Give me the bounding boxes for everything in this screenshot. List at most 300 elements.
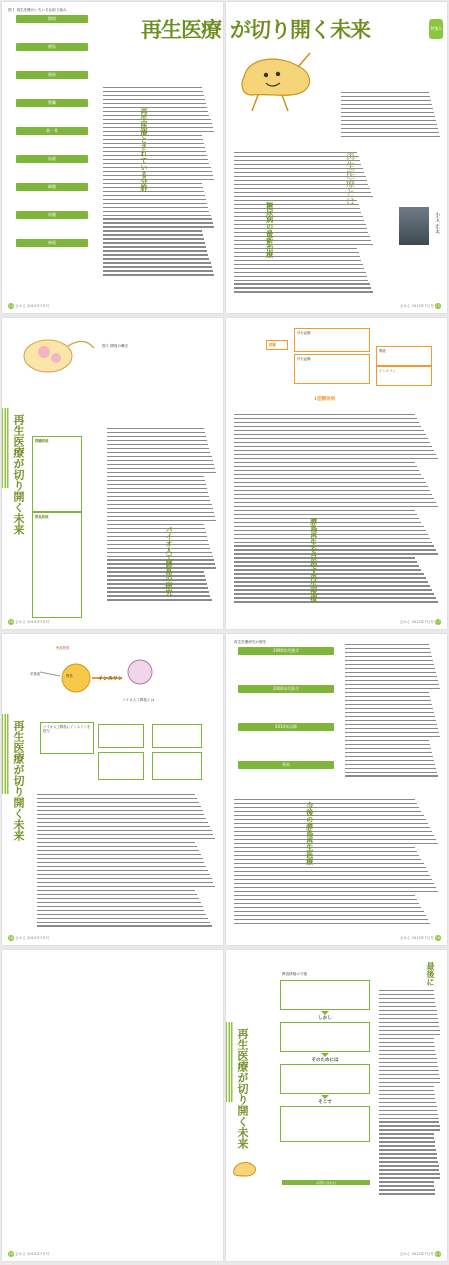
transplant-box-a: 膵臓移植 [32,436,82,512]
text-line [341,136,440,137]
text-line [234,434,426,435]
text-line [103,226,214,227]
transplant-box-b: 膵島移植 [32,512,82,618]
text-line [379,1102,436,1103]
text-line [107,464,214,465]
text-line [234,871,428,872]
text-line [234,482,426,483]
text-line [234,851,417,852]
text-line [37,882,213,883]
text-line [103,127,213,128]
category-label: 角膜 [16,211,88,219]
text-line [103,203,207,204]
text-line [103,191,204,192]
text-line [103,183,202,184]
flow-title: 膵島移植の今後 [282,972,308,976]
text-line [379,1026,439,1027]
magazine-page-6 [226,634,447,945]
flow-box [280,1022,370,1052]
pancreas-mascot-icon [238,47,318,117]
text-line [341,96,430,97]
text-line [345,716,435,717]
text-line [103,99,205,100]
text-line [234,526,424,527]
text-line [379,1094,435,1095]
text-line [234,557,415,558]
text-line [103,246,206,247]
timeline-title: 再生医療研究の歴史 [234,640,267,644]
text-line [103,234,203,235]
text-line [234,831,432,832]
author-photo [399,207,429,245]
page-title-part-a: 再生医療 [141,17,221,42]
text-line [103,230,202,231]
text-line [234,200,357,201]
text-line [103,258,209,259]
text-line [234,248,357,249]
text-line [234,855,419,856]
category-label: 膵島 [16,43,88,51]
text-line [234,466,417,467]
text-line [103,131,214,132]
text-line [379,1090,434,1091]
text-line [379,1022,439,1023]
text-line [345,772,437,773]
text-line [234,601,438,602]
body-text [37,794,217,927]
text-line [107,444,208,445]
text-line [234,168,363,169]
text-line [234,188,370,189]
category-label: 血液 [16,155,88,163]
text-line [234,879,432,880]
flow-box [280,1106,370,1142]
text-line [107,432,205,433]
text-line [103,179,214,180]
text-line [107,512,214,513]
flow-step-label: そこで [318,1099,332,1105]
text-line [107,508,213,509]
text-line [234,597,436,598]
text-line [234,891,438,892]
text-line [345,720,436,721]
text-line [234,538,430,539]
text-line [234,283,370,284]
text-line [234,224,366,225]
text-line [234,581,428,582]
text-line [234,542,432,543]
text-line [234,232,368,233]
text-line [234,589,432,590]
text-line [234,799,415,800]
text-line [103,139,203,140]
text-line [379,1121,439,1122]
text-line [234,418,417,419]
page-number: 21 [435,1252,441,1256]
text-line [107,472,216,473]
text-line [234,823,428,824]
text-line [379,1110,437,1111]
page-number: 14 [8,304,14,308]
diagram-caption: 1型糖尿病 [314,397,336,402]
section-heading: 最後に [426,962,436,986]
text-line [37,902,201,903]
text-line [103,143,204,144]
text-line [103,159,208,160]
text-line [234,923,430,924]
figure-caption: バイオ人工膵島とは [122,698,155,702]
text-line [379,1173,440,1174]
page-number: 15 [435,304,441,308]
page-footer: さかえ 2015年7月号 17 [399,620,441,624]
text-line [345,708,433,709]
text-line [37,890,195,891]
text-line [103,103,206,104]
text-line [345,736,440,737]
text-line [234,553,438,554]
text-line [379,1054,436,1055]
text-line [234,184,368,185]
arrow-icon [321,1011,329,1015]
magazine-page-3 [2,318,223,629]
text-line [107,552,212,553]
page-footer: 16 さかえ 2015年7月号 [8,620,50,624]
text-line [37,794,195,795]
text-line [345,648,430,649]
text-line [234,811,421,812]
section-heading: 膵島再生を目指す再生医療 [309,518,319,602]
text-line [345,728,438,729]
flow-step-label: そのためには [311,1057,339,1063]
text-line [103,111,208,112]
text-line [379,1078,440,1079]
text-line [234,228,367,229]
body-text [234,152,374,293]
text-line [103,238,204,239]
text-line [37,870,208,871]
category-label: 脂肪 [16,71,88,79]
text-line [37,810,203,811]
section-heading: バイオ人工膵島の研究 [165,526,174,596]
diagram-box-insulin: インスリン [376,366,432,386]
text-line [341,120,436,121]
flow-box [280,1064,370,1094]
text-line [37,858,203,859]
arrow-icon [321,1053,329,1057]
text-line [234,164,361,165]
text-line [37,850,199,851]
text-line [234,498,434,499]
flow-box [280,980,370,1010]
text-line [107,436,206,437]
text-line [379,1129,440,1130]
page-number: 17 [435,620,441,624]
text-line [345,668,435,669]
text-line [379,1002,435,1003]
page-footer: さかえ 2015年7月号 21 [399,1252,441,1256]
text-line [37,842,195,843]
text-line [234,442,430,443]
text-line [234,502,436,503]
text-line [234,240,371,241]
diagram-center-box: 膵臓 [266,340,288,350]
text-line [379,1153,437,1154]
text-line [379,1014,437,1015]
text-line [379,1149,436,1150]
decor-stripes [2,714,10,794]
text-line [234,236,370,237]
text-line [234,827,430,828]
text-line [234,867,426,868]
text-line [234,807,419,808]
figure-caption: 図２ 膵島の働き [102,344,129,348]
text-line [103,199,206,200]
body-text [234,799,440,924]
text-line [107,520,216,521]
text-line [234,819,426,820]
text-line [379,1058,437,1059]
text-line [234,252,359,253]
text-line [379,1098,435,1099]
text-line [234,561,417,562]
text-line [234,192,371,193]
text-line [103,123,212,124]
text-line [234,486,428,487]
text-line [379,990,434,991]
text-line [37,838,215,839]
text-line [103,218,212,219]
text-line [234,180,367,181]
flow-box [152,752,202,780]
text-line [234,887,436,888]
text-line [345,704,432,705]
text-line [234,545,434,546]
feature-badge: 特集1 [429,19,443,39]
text-line [379,1086,434,1087]
text-line [234,152,357,153]
text-line [379,1050,435,1051]
text-line [107,480,205,481]
text-line [379,1118,439,1119]
text-line [107,556,213,557]
text-line [107,468,215,469]
text-line [234,280,368,281]
text-line [107,492,208,493]
text-line [234,903,419,904]
text-line [345,768,436,769]
text-line [234,911,424,912]
text-line [379,1106,437,1107]
text-line [103,270,213,271]
timeline-era: 将来 [238,761,334,769]
text-line [379,1030,440,1031]
magazine-page-4 [226,318,447,629]
text-line [234,565,419,566]
timeline-era: 1990年代後半 [238,647,334,655]
body-text [103,87,215,276]
text-line [379,1082,440,1083]
text-line [234,291,373,292]
text-line [234,216,363,217]
flow-box [98,724,144,748]
text-line [107,571,204,572]
text-line [234,462,415,463]
text-line [345,656,432,657]
text-line [37,866,206,867]
text-line [345,732,439,733]
text-line [234,176,366,177]
text-line [103,254,208,255]
text-line [37,806,201,807]
text-line [37,874,210,875]
text-line [234,569,421,570]
text-line [234,260,361,261]
text-line [103,91,203,92]
text-line [37,818,206,819]
text-line [341,100,431,101]
text-line [103,242,205,243]
text-line [234,212,361,213]
text-line [234,573,424,574]
insulin-label: インスリン [98,676,123,682]
author-name: 小玉 正太 [434,212,440,234]
text-line [345,724,437,725]
text-line [379,1006,436,1007]
text-line [345,660,433,661]
text-line [341,128,438,129]
text-line [37,894,197,895]
text-line [345,652,431,653]
text-line [345,760,434,761]
page-number: 18 [8,936,14,940]
text-line [107,583,207,584]
body-text [379,990,441,1195]
text-line [234,272,366,273]
text-line [37,822,208,823]
page-footer: さかえ 2015年7月号 15 [399,304,441,308]
text-line [107,536,207,537]
timeline [238,647,334,769]
text-line [234,426,421,427]
text-line [379,1141,435,1142]
text-line [234,883,434,884]
text-line [234,204,359,205]
page-number: 20 [8,1252,14,1256]
text-line [107,544,209,545]
timeline-era: 2010年以降 [238,723,334,731]
text-line [103,147,205,148]
text-line [234,414,415,415]
text-line [379,1114,438,1115]
page-title-part-b: が切り開く未来 [230,17,370,42]
text-line [234,859,421,860]
bio-artificial-islet-diagram [30,642,180,708]
text-line [345,696,430,697]
text-line [379,1133,434,1134]
text-line [234,875,430,876]
text-line [37,826,210,827]
text-line [379,1046,435,1047]
magazine-page-1 [2,2,223,313]
text-line [103,250,207,251]
text-line [234,172,364,173]
text-line [379,1070,439,1071]
text-line [341,108,433,109]
text-line [103,207,208,208]
text-line [107,496,209,497]
text-line [379,1062,437,1063]
text-line [379,1018,438,1019]
text-line [37,814,204,815]
page-footer: 20 さかえ 2015年7月号 [8,1252,50,1256]
text-line [379,1034,440,1035]
text-line [234,446,432,447]
diagram-box-endocrine: 内分泌腺 [294,354,370,384]
text-line [379,1181,434,1182]
text-line [379,1189,435,1190]
text-line [234,276,367,277]
side-title: 再生医療が切り開く未来 [236,1028,249,1149]
text-line [345,748,431,749]
text-line [107,500,210,501]
text-line [234,450,434,451]
section-heading: 今後の膵島再生医療 [305,802,315,865]
text-line [345,752,432,753]
text-line [234,422,419,423]
text-line [379,1066,438,1067]
text-line [379,1010,437,1011]
text-line [379,998,435,999]
text-line [107,524,204,525]
text-line [103,155,207,156]
text-line [234,534,428,535]
intro-text [341,92,441,137]
text-line [234,268,364,269]
text-line [345,756,433,757]
text-line [379,1038,434,1039]
text-line [107,428,204,429]
text-line [234,522,421,523]
text-line [234,287,371,288]
magazine-page-8 [226,950,447,1261]
text-line [234,196,373,197]
text-line [37,830,212,831]
text-line [234,156,359,157]
body-text-right [345,644,441,777]
text-line [341,104,432,105]
text-line [107,540,208,541]
text-line [37,898,199,899]
text-line [103,95,204,96]
page-number: 19 [435,936,441,940]
text-line [379,1157,437,1158]
text-line [103,171,212,172]
flow-chart [280,980,370,1142]
text-line [103,215,211,216]
text-line [379,1074,439,1075]
text-line [379,1137,434,1138]
text-line [107,595,210,596]
text-line [107,476,204,477]
category-label: 移植 [16,15,88,23]
text-line [234,839,436,840]
text-line [37,834,213,835]
text-line [234,843,438,844]
text-line [107,504,212,505]
text-line [103,175,213,176]
side-title: 再生医療が切り開く未来 [12,414,25,535]
text-line [107,599,212,600]
